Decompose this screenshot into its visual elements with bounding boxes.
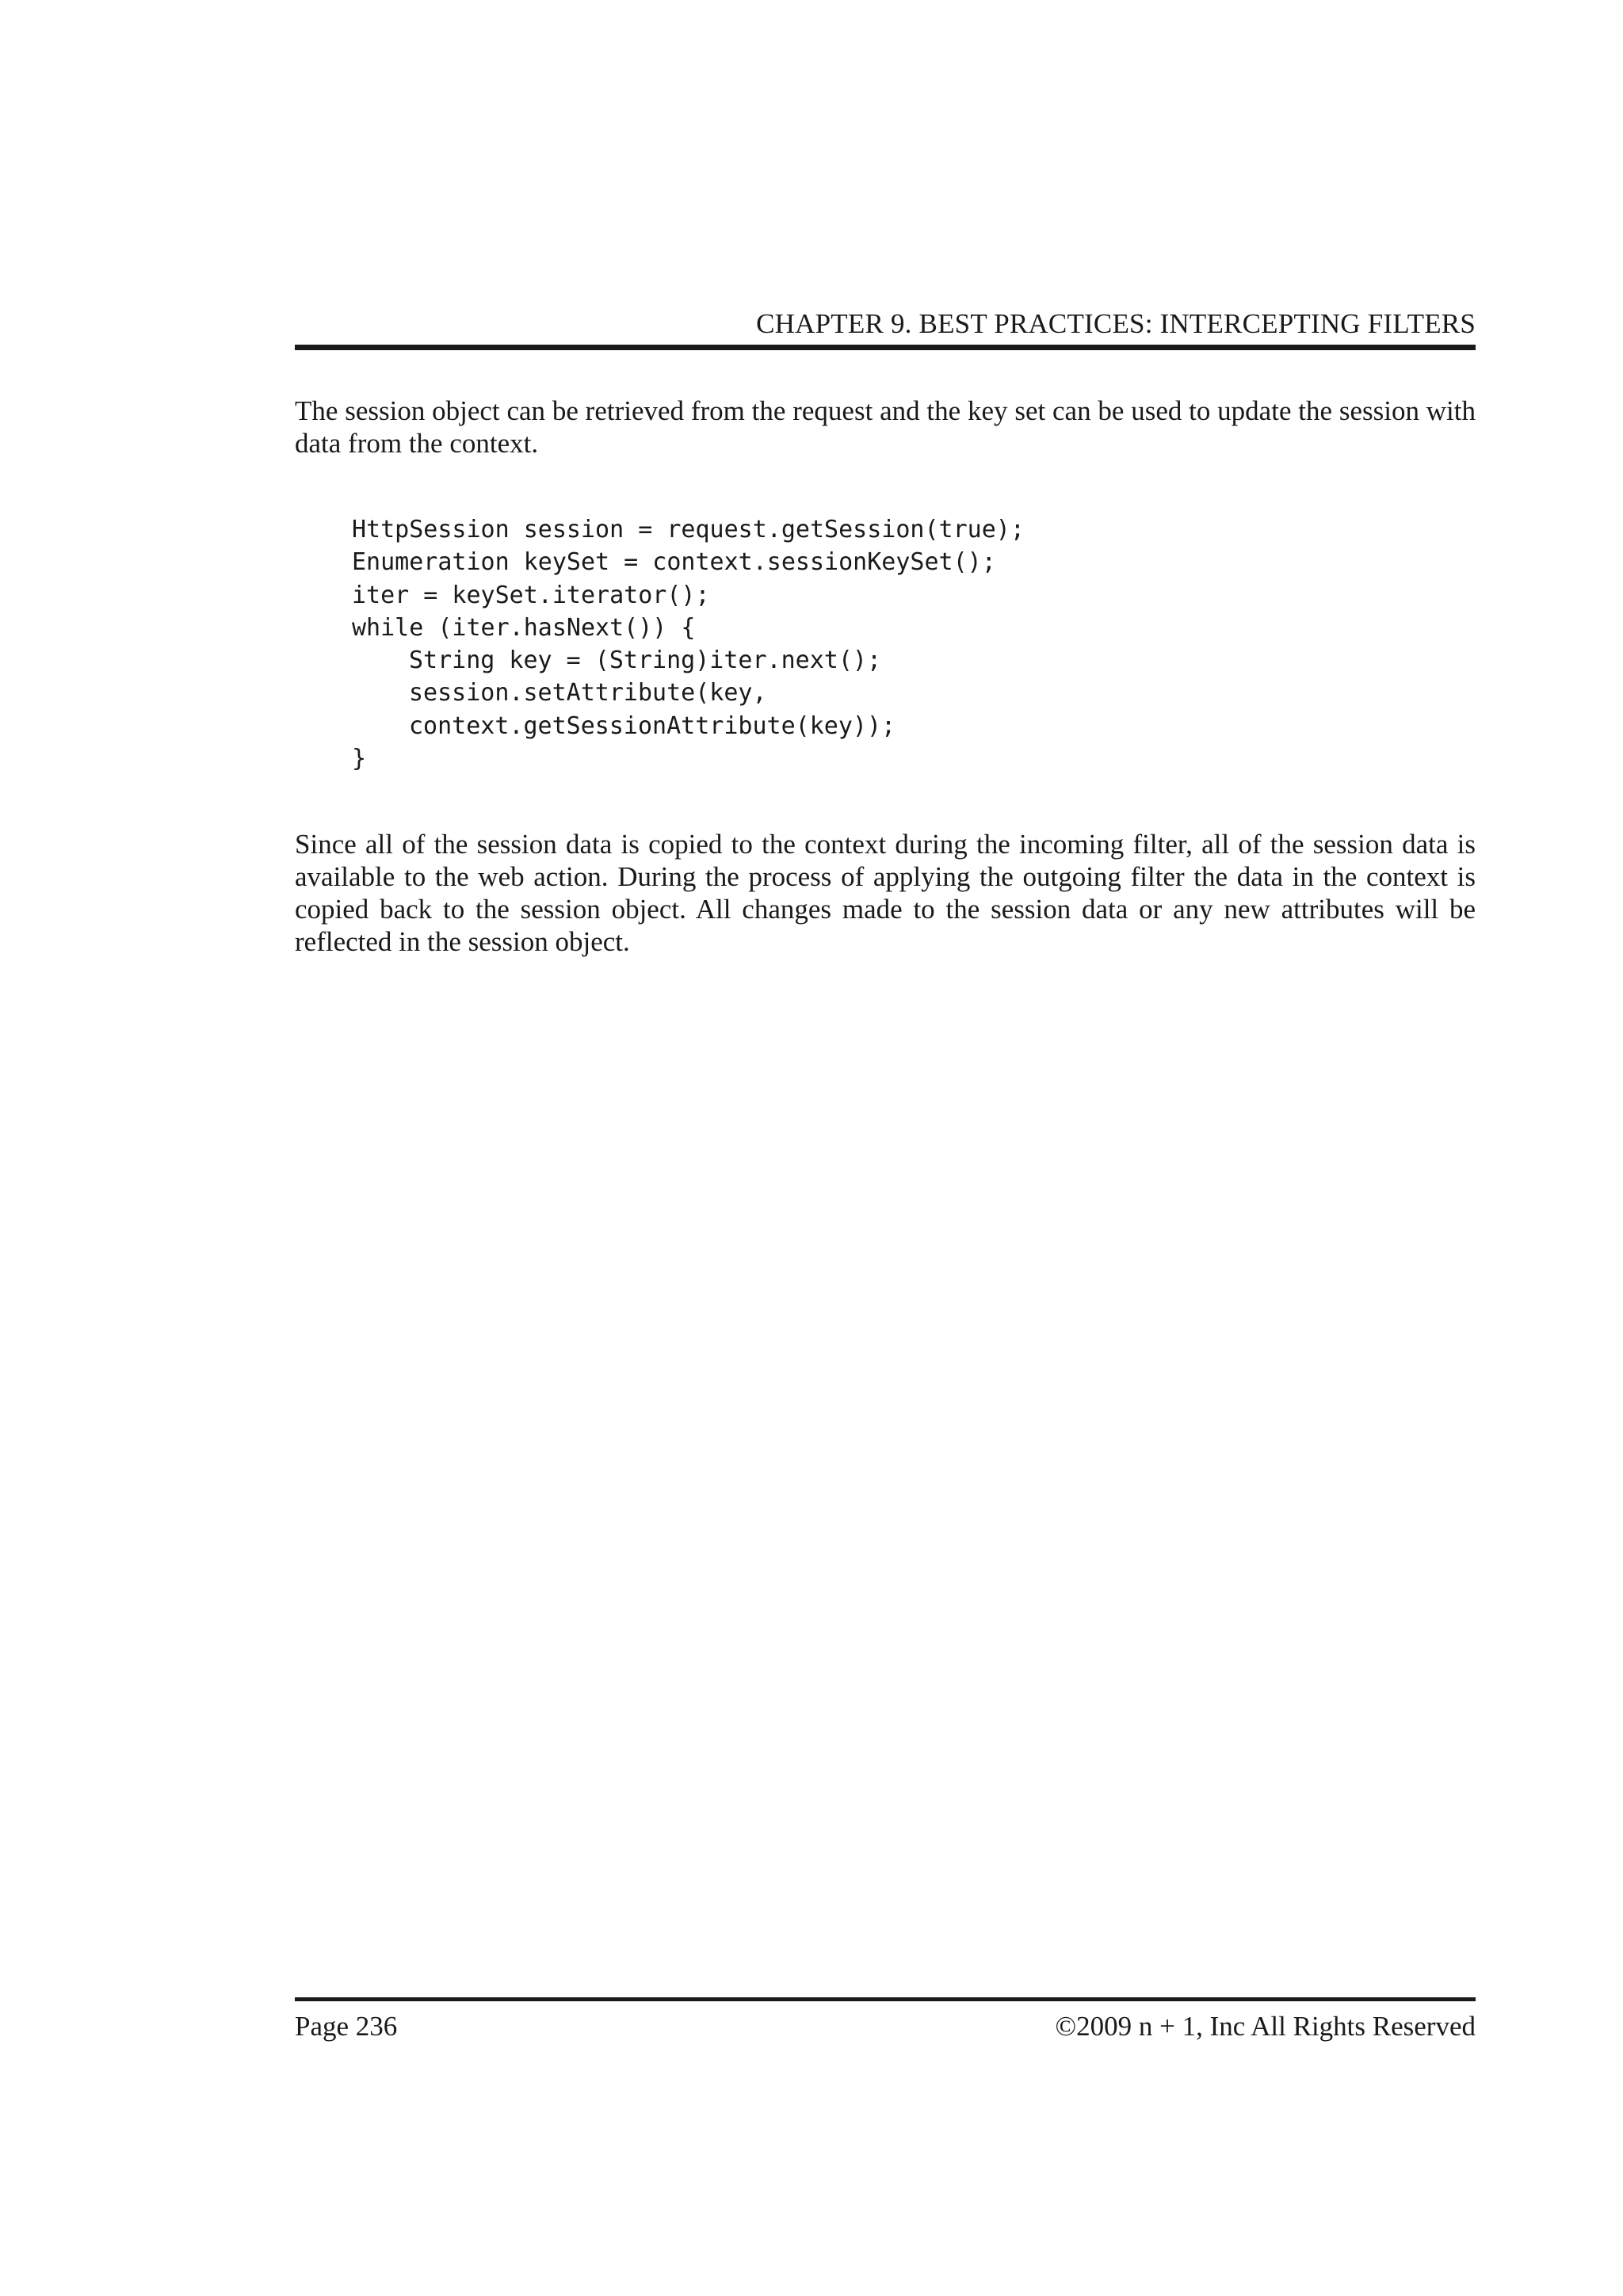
code-line: context.getSessionAttribute(key)); (409, 711, 896, 740)
code-line: String key = (String)iter.next(); (409, 646, 882, 675)
copyright-notice: ©2009 n + 1, Inc All Rights Reserved (1055, 2011, 1476, 2042)
intro-paragraph: The session object can be retrieved from the request and the key set can be used to update the session with data from the context. (295, 395, 1476, 459)
code-line: while (iter.hasNext()) { (352, 613, 696, 642)
code-line: iter = keySet.iterator(); (352, 581, 710, 609)
code-line: } (352, 745, 367, 773)
footer-rule (295, 1997, 1476, 2001)
code-listing (352, 513, 1025, 775)
page-number: Page 236 (295, 2011, 398, 2042)
code-line: Enumeration keySet = context.sessionKeySet(); (352, 548, 996, 577)
header-rule (295, 345, 1476, 350)
closing-paragraph: Since all of the session data is copied to the context during the incoming filter, all of the session data is available to the web action. During the process of applying the outgoing filter the data in the context is copied back to the session object. All changes made to the session data or any new attributes will be reflected in the session object. (295, 829, 1476, 957)
running-header: CHAPTER 9. BEST PRACTICES: INTERCEPTING FILTERS (756, 308, 1476, 339)
code-line: session.setAttribute(key, (409, 679, 767, 707)
code-line: HttpSession session = request.getSession(true); (352, 516, 1025, 543)
